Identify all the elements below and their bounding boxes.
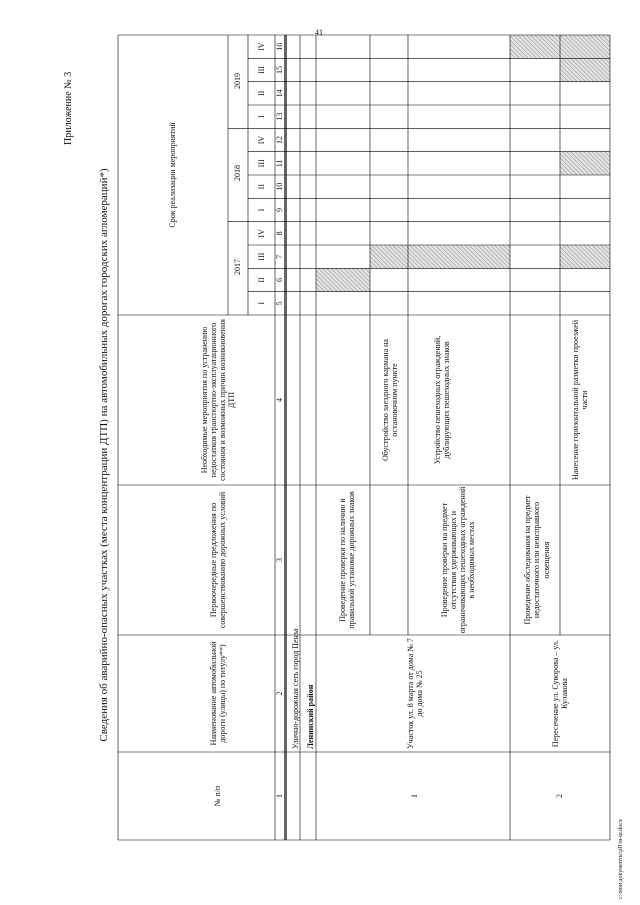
header-year-2019: 2019	[233, 73, 243, 89]
appendix-label: Приложение № 3	[63, 71, 74, 145]
column-number: 9	[275, 208, 285, 213]
row-1-proposal-1: Проведение проверки по наличию и правильной установке дорожных знаков	[337, 491, 356, 629]
column-number: 3	[275, 558, 285, 562]
quarter-label: I	[256, 115, 266, 119]
row-2-proposal-1: Проведение обследования на предмет недостаточного или неисправного освещения	[523, 495, 551, 625]
header-period: Срок реализации мероприятий	[168, 122, 178, 228]
schedule-fill	[316, 268, 370, 291]
quarter-label: III	[256, 252, 266, 261]
quarter-label: II	[256, 277, 266, 283]
document-footer: c:\мои документы\рП\м-ш.docx	[618, 819, 624, 899]
column-number: 10	[275, 182, 285, 191]
column-number: 2	[275, 691, 285, 696]
header-proposals: Первоочередные предложения по совершенствованию дорожных условий	[208, 491, 227, 629]
column-number: 12	[275, 136, 285, 145]
quarter-label: I	[256, 208, 266, 212]
schedule-fill	[560, 35, 610, 58]
column-number: 15	[275, 66, 285, 75]
quarter-label: II	[256, 184, 266, 190]
section-district: Ленинский район	[306, 684, 315, 749]
schedule-fill	[510, 35, 560, 58]
column-number: 8	[275, 231, 285, 236]
section-network: Улично-дорожная сеть город Пенза	[291, 628, 300, 749]
schedule-fill	[370, 245, 408, 268]
column-number: 5	[275, 301, 285, 306]
column-number: 14	[275, 89, 285, 98]
page-number: 41	[315, 28, 323, 37]
column-number: 6	[275, 278, 285, 283]
document-title: Сведения об аварийно-опасных участках (места концентрации ДТП) на автомобильных дорогах городских агломераций*)	[98, 168, 110, 742]
row-2-num: 2	[555, 794, 565, 798]
quarter-label: IV	[256, 42, 266, 51]
column-number: 4	[275, 398, 285, 402]
column-number: 1	[275, 794, 285, 798]
schedule-fill	[560, 58, 610, 81]
quarter-label: I	[256, 302, 266, 305]
column-number: 16	[275, 42, 285, 51]
row-2-road: Пересечение ул. Суворова – ул. Кулакова	[550, 639, 569, 748]
schedule-fill	[408, 245, 510, 268]
header-year-2017: 2017	[233, 259, 243, 275]
header-road: Наименование автомобильной дороги (улицы) по титулу**)	[208, 641, 227, 746]
row-1-num: 1	[410, 794, 420, 798]
column-number: 11	[275, 159, 285, 168]
column-number: 13	[275, 112, 285, 121]
header-num: № п/п	[213, 785, 223, 807]
schedule-fills	[316, 35, 610, 292]
quarter-label: III	[256, 66, 266, 75]
row-1-measure-3: Устройство пешеходных ограждений, дублирующих пешеходных знаков	[432, 335, 451, 465]
schedule-fill	[560, 245, 610, 268]
quarter-label: IV	[256, 229, 266, 238]
row-1-measure-2: Обустройство заездного кармана на остановочном пункте	[380, 339, 399, 461]
header-measures: Необходимые мероприятия по устранению недостатков транспортно-эксплуатационного состояния и возможных причин возникновения ДТП	[199, 319, 237, 481]
row-2-measure-2: Нанесение горизонтальной разметки проезжей части	[570, 319, 589, 481]
schedule-fill	[560, 152, 610, 175]
row-1-road: Участок ул. 8 марта от дома № 7 до дома № 25	[405, 638, 424, 749]
quarter-label: III	[256, 159, 266, 168]
column-number: 7	[275, 254, 285, 259]
header-year-2018: 2018	[233, 165, 243, 181]
row-1-proposal-3: Проведение проверки на предмет отсутствия удерживающих и ограничивающих пешеходных ограждений в необходимых местах	[439, 486, 477, 634]
quarter-label: II	[256, 90, 266, 96]
quarter-label: IV	[256, 135, 266, 145]
